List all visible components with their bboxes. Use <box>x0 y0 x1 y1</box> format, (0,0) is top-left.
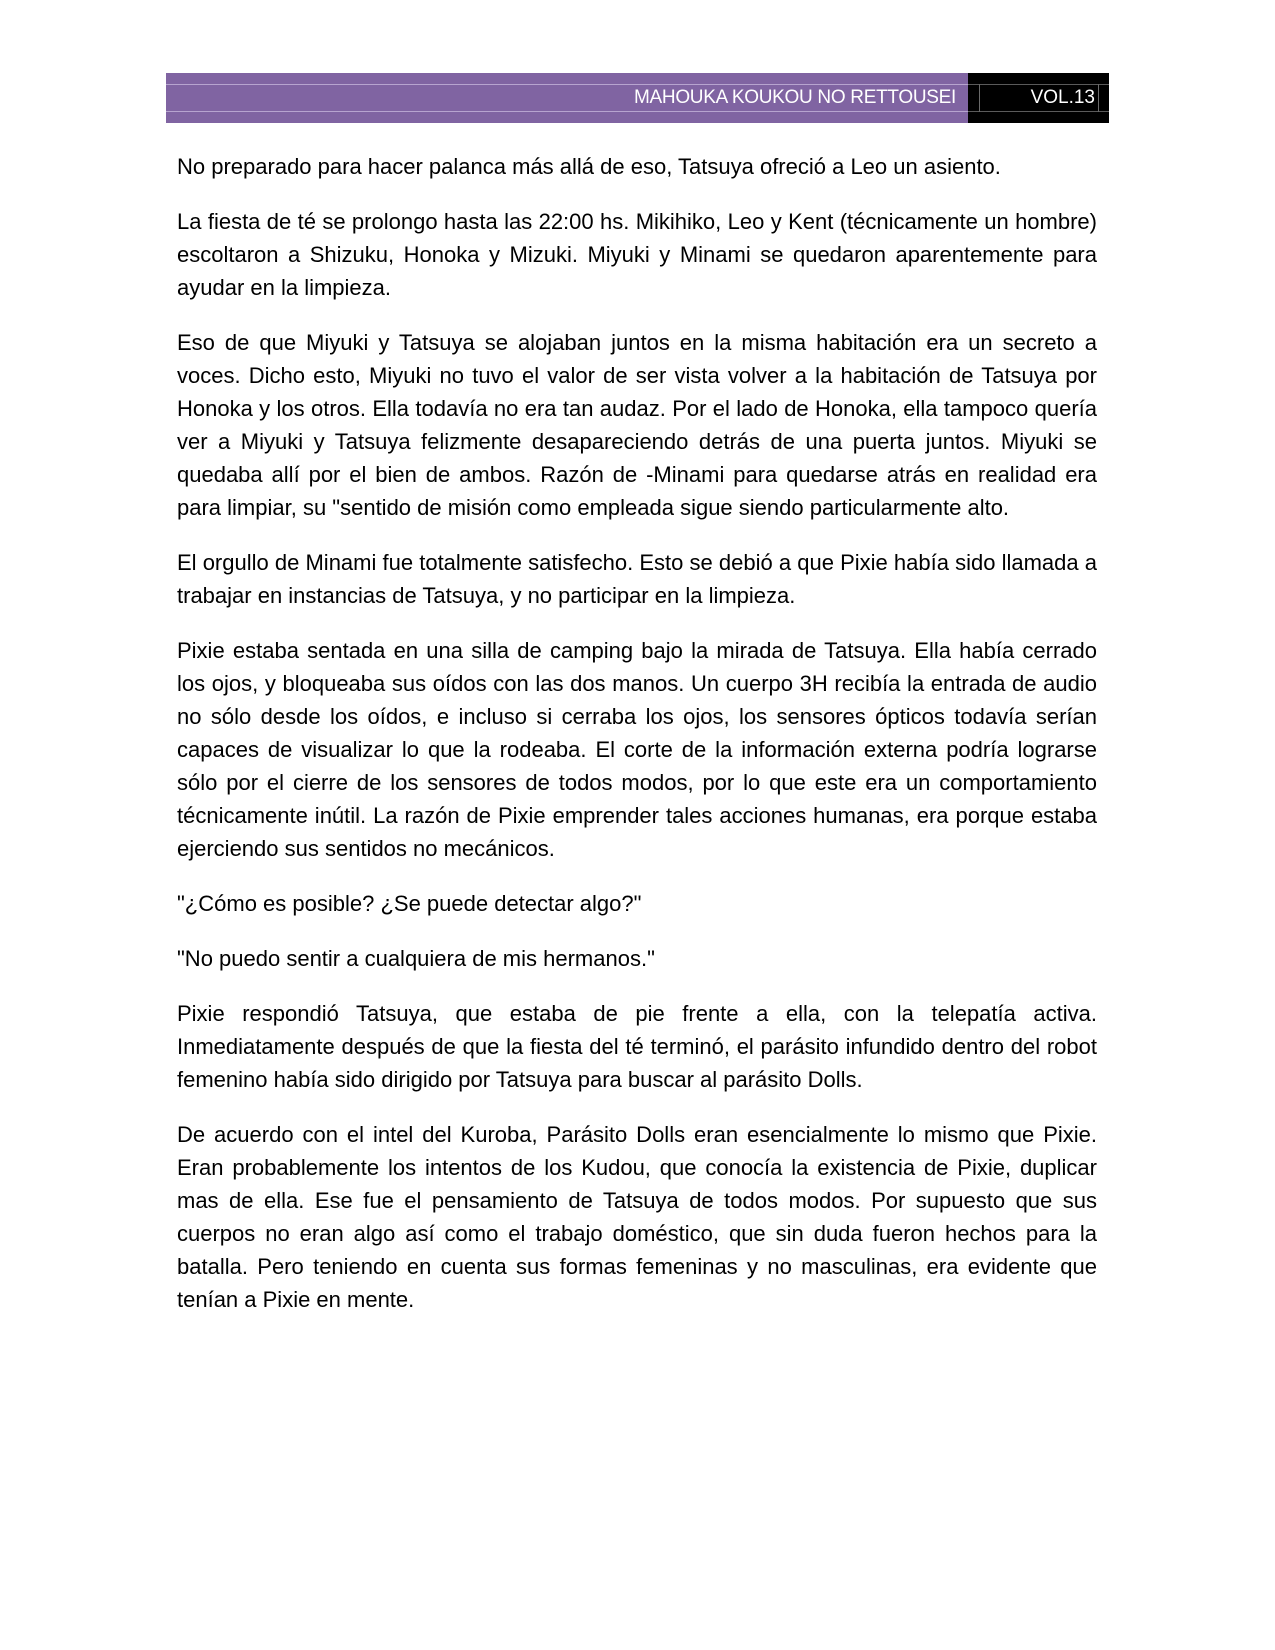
dialogue-paragraph: "¿Cómo es posible? ¿Se puede detectar algo?" <box>177 891 642 916</box>
paragraph: La fiesta de té se prolongo hasta las 22:00 hs. Mikihiko, Leo y Kent (técnicamente un hombre) escoltaron a Shizuku, Honoka y Mizuki. Miyuki y Minami se quedaron aparentemente para ayudar en la limpieza. <box>177 209 1097 300</box>
volume-rule-left <box>979 84 980 112</box>
page-header <box>166 73 1109 123</box>
volume-label: VOL.13 <box>1030 87 1095 108</box>
paragraph: De acuerdo con el intel del Kuroba, Parásito Dolls eran esencialmente lo mismo que Pixie. Eran probablemente los intentos de los Kudou, que conocía la existencia de Pixie, duplicar mas de ella. Ese fue el pensamiento de Tatsuya de todos modos. Por supuesto que sus cuerpos no eran algo así como el trabajo doméstico, que sin duda fueron hechos para la batalla. Pero teniendo en cuenta sus formas femeninas y no masculinas, era evidente que tenían a Pixie en mente. <box>177 1122 1097 1312</box>
paragraph: El orgullo de Minami fue totalmente satisfecho. Esto se debió a que Pixie había sido llamada a trabajar en instancias de Tatsuya, y no participar en la limpieza. <box>177 550 1097 608</box>
volume-rule-right <box>1098 84 1099 112</box>
paragraph: Pixie respondió Tatsuya, que estaba de pie frente a ella, con la telepatía activa. Inmediatamente después de que la fiesta del té terminó, el parásito infundido dentro del robot femenino había sido dirigido por Tatsuya para buscar al parásito Dolls. <box>177 1001 1097 1092</box>
header-volume-band <box>968 73 1109 123</box>
paragraph: No preparado para hacer palanca más allá de eso, Tatsuya ofreció a Leo un asiento. <box>177 154 1001 179</box>
paragraph: Eso de que Miyuki y Tatsuya se alojaban juntos en la misma habitación era un secreto a voces. Dicho esto, Miyuki no tuvo el valor de ser vista volver a la habitación de Tatsuya por Honoka y los otros. Ella todavía no era tan audaz. Por el lado de Honoka, ella tampoco quería ver a Miyuki y Tatsuya felizmente desapareciendo detrás de una puerta juntos. Miyuki se quedaba allí por el bien de ambos. Razón de -Minami para quedarse atrás en realidad era para limpiar, su "sentido de misión como empleada sigue siendo particularmente alto. <box>177 330 1097 520</box>
volume-rule-bottom <box>968 111 1109 112</box>
dialogue-paragraph: "No puedo sentir a cualquiera de mis hermanos." <box>177 946 655 971</box>
book-title: MAHOUKA KOUKOU NO RETTOUSEI <box>634 87 956 108</box>
paragraph: Pixie estaba sentada en una silla de camping bajo la mirada de Tatsuya. Ella había cerrado los ojos, y bloqueaba sus oídos con las dos manos. Un cuerpo 3H recibía la entrada de audio no sólo desde los oídos, e incluso si cerraba los ojos, los sensores ópticos todavía serían capaces de visualizar lo que la rodeaba. El corte de la información externa podría lograrse sólo por el cierre de los sensores de todos modos, por lo que este era un comportamiento técnicamente inútil. La razón de Pixie emprender tales acciones humanas, era porque estaba ejerciendo sus sentidos no mecánicos. <box>177 638 1097 861</box>
page-body <box>177 150 1097 1338</box>
header-rule-bottom <box>166 111 968 112</box>
header-title-band <box>166 73 968 123</box>
